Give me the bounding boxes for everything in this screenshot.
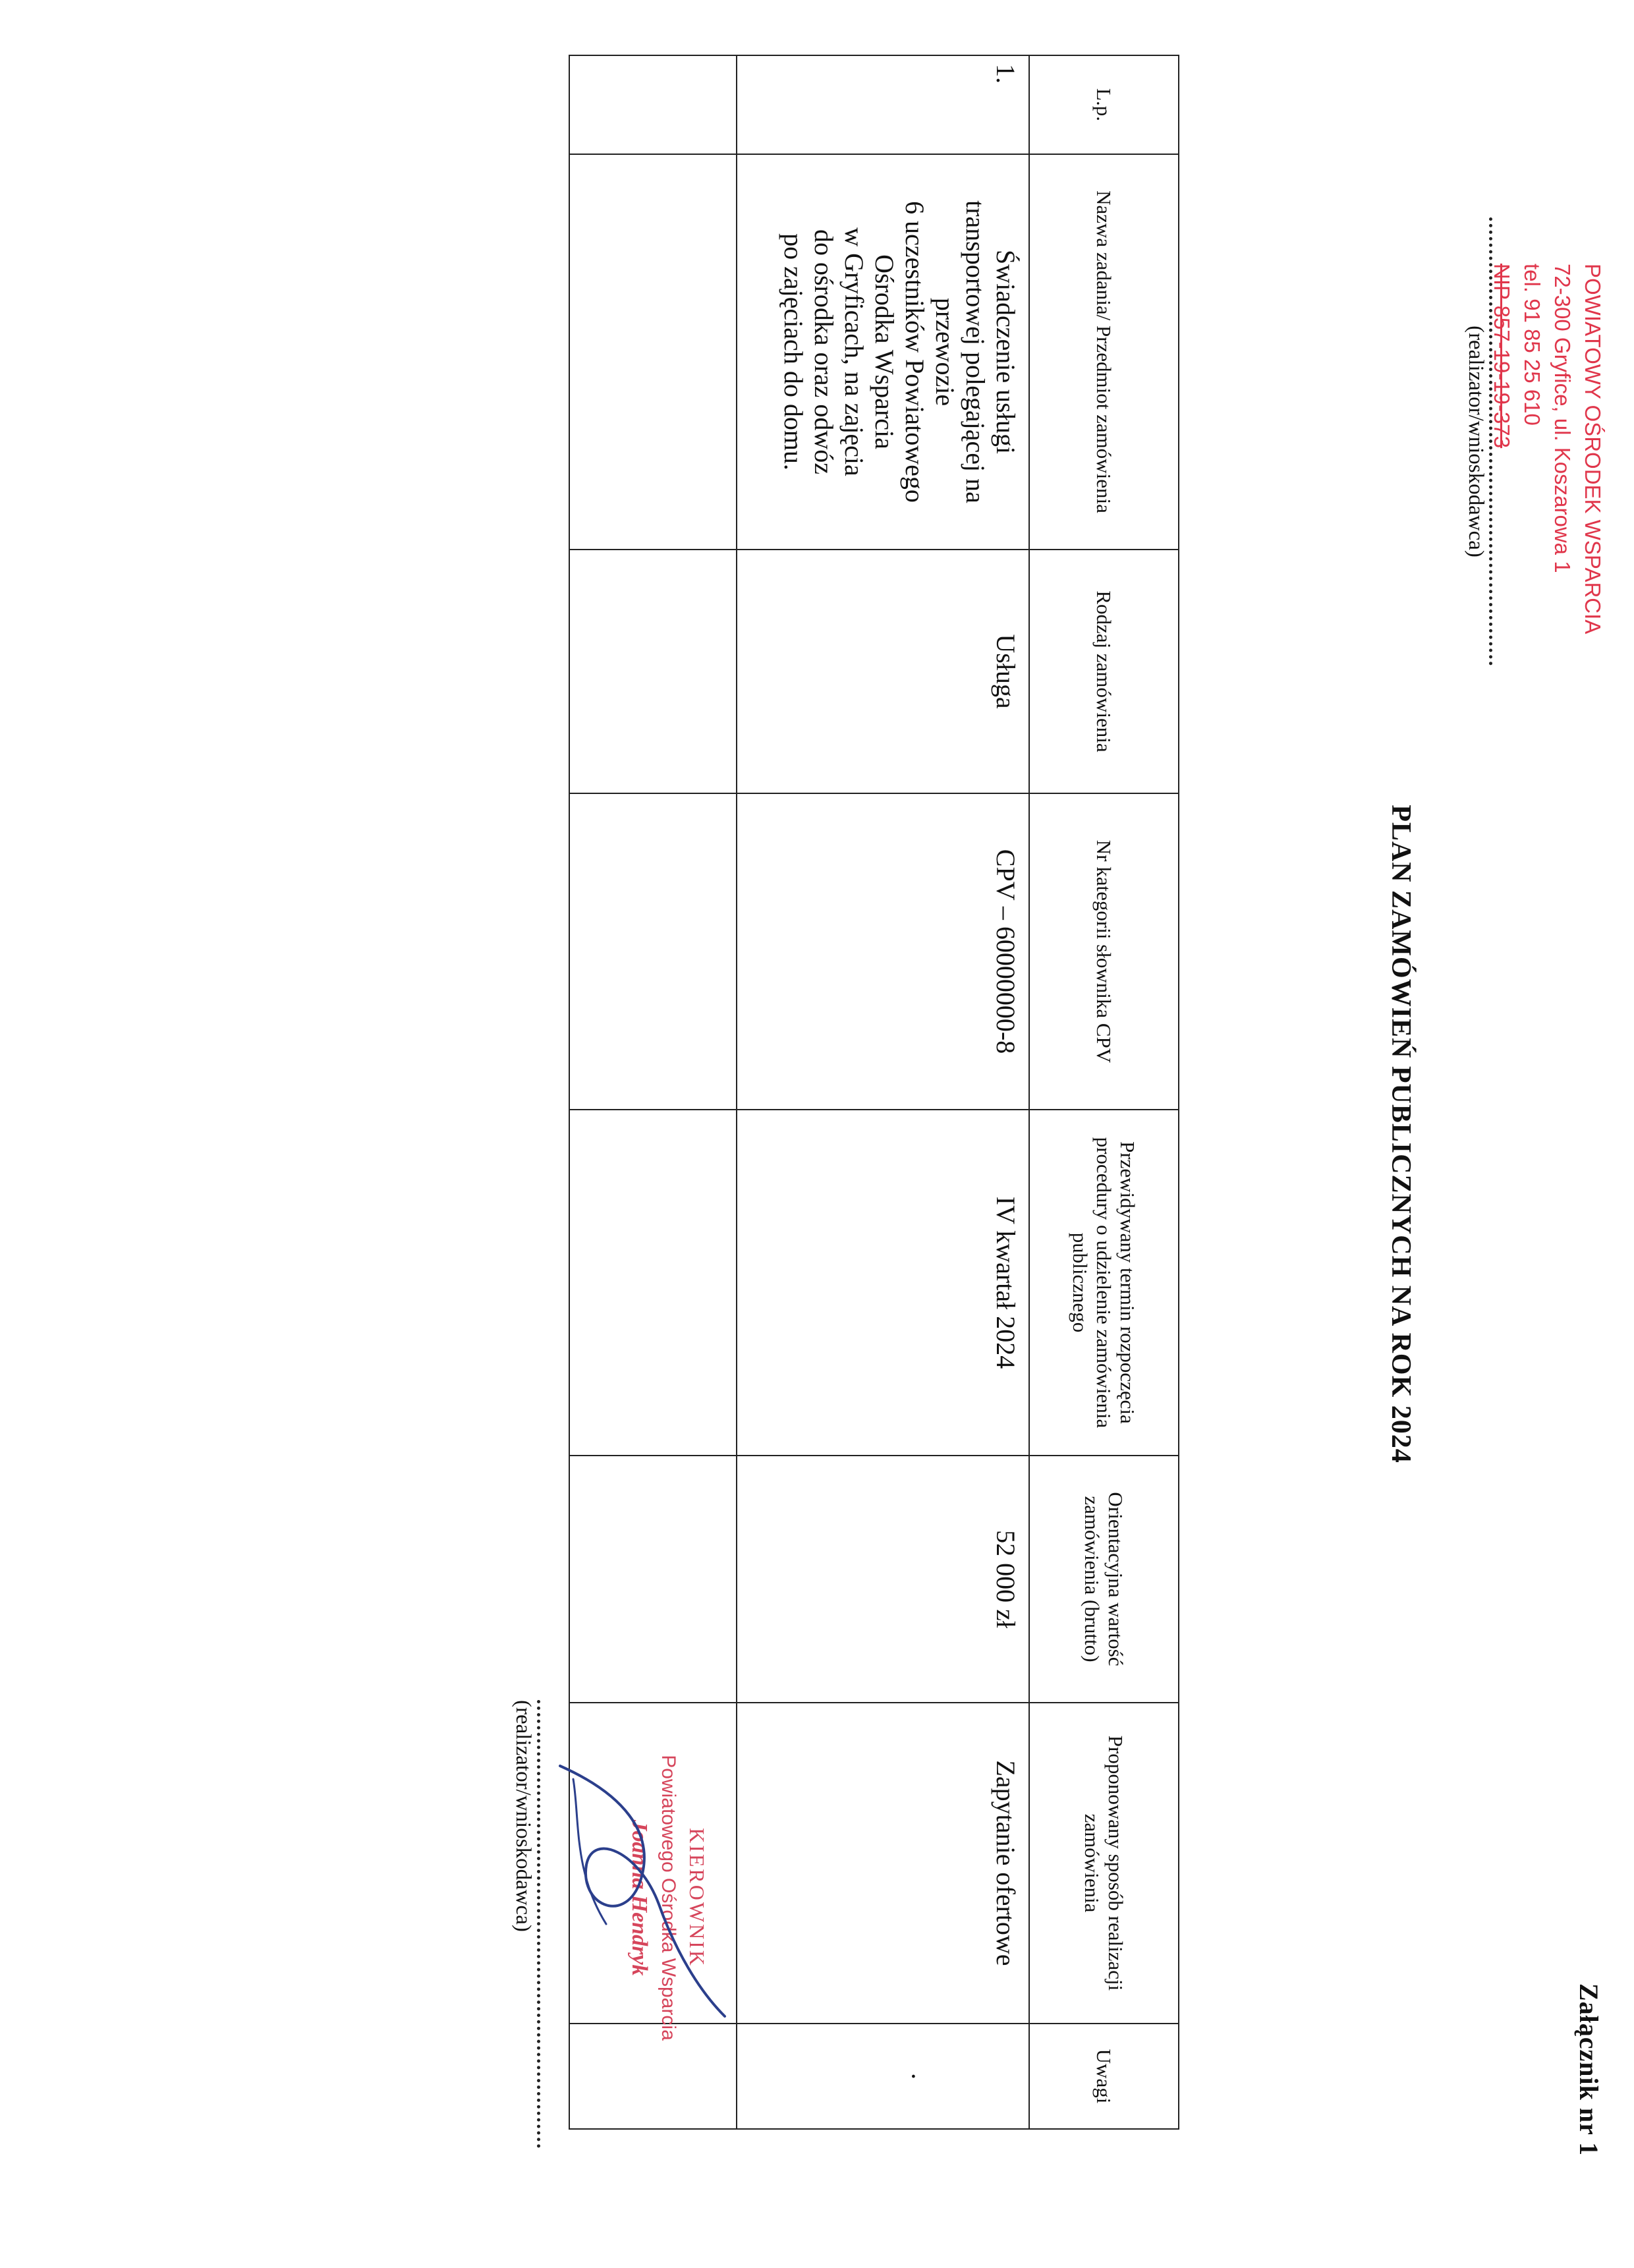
stamp-line-name: POWIATOWY OŚRODEK WSPARCIA	[1581, 264, 1605, 635]
cell-task-name	[737, 154, 1029, 550]
caption-bottom: (realizator/wnioskodawca)	[511, 1700, 535, 1932]
task-line: 6 uczestników Powiatowego	[900, 201, 930, 503]
stamp-manager-title: KIEROWNIK	[685, 1828, 709, 1968]
cell-notes	[737, 2024, 1029, 2129]
task-line: transportowej polegającej na	[961, 200, 990, 503]
attachment-label: Załącznik nr 1	[1574, 1983, 1604, 2157]
empty-cell	[569, 1110, 737, 1456]
header-method: Proponowany sposób realizacji zamówienia	[1029, 1703, 1179, 2024]
task-line: Ośrodka Wsparcia	[870, 254, 899, 449]
header-cpv: Nr kategorii słownika CPV	[1029, 793, 1179, 1110]
stamp-manager-name: Joanna Hendryk	[627, 1819, 652, 1976]
caption-top: (realizator/wnioskodawca)	[1464, 326, 1488, 557]
task-line: przewozie	[930, 297, 960, 407]
empty-cell	[569, 1456, 737, 1703]
task-line: po zajęciach do domu.	[779, 233, 808, 470]
stamp-line-phone: tel. 91 85 25 610	[1520, 264, 1544, 426]
cell-term: IV kwartał 2024	[737, 1110, 1029, 1456]
cell-order-type: Usługa	[737, 550, 1029, 793]
empty-cell	[569, 793, 737, 1110]
empty-cell	[569, 154, 737, 550]
empty-cell	[569, 550, 737, 793]
header-order-type: Rodzaj zamówienia	[1029, 550, 1179, 793]
dotted-line-bottom	[537, 1700, 540, 2148]
empty-cell	[569, 55, 737, 154]
task-line: w Gryficach, na zajęcia	[839, 227, 869, 476]
task-line: Świadczenie usługi	[991, 250, 1021, 454]
document-title: PLAN ZAMÓWIEŃ PUBLICZNYCH NA ROK 2024	[1386, 805, 1416, 1463]
dotted-line-top	[1489, 217, 1492, 666]
header-task-name: Nazwa zadania/ Przedmiot zamówienia	[1029, 154, 1179, 550]
header-notes: Uwagi	[1029, 2024, 1179, 2129]
table-header-row	[1029, 55, 1179, 2129]
notes-mark: ·	[899, 2072, 928, 2081]
stamp-line-address: 72-300 Gryfice, ul. Koszarowa 1	[1550, 264, 1575, 573]
header-term: Przewidywany termin rozpoczęcia procedury o udzielenie zamówienia publicznego	[1029, 1110, 1179, 1456]
cell-lp: 1.	[737, 55, 1029, 154]
task-line: do ośrodka oraz odwóz	[809, 229, 839, 475]
table-row	[737, 55, 1029, 2129]
header-lp: L.p.	[1029, 55, 1179, 154]
cell-value: 52 000 zł	[737, 1456, 1029, 1703]
cell-cpv: CPV – 60000000-8	[737, 793, 1029, 1110]
cell-method: Zapytanie ofertowe	[737, 1703, 1029, 2024]
handwritten-signature	[540, 1753, 738, 2029]
stamp-manager-org: Powiatowego Ośrodka Wsparcia	[658, 1755, 679, 2041]
stamp-line-nip: NIP 857-19-19-373	[1490, 264, 1514, 449]
institution-stamp	[1486, 264, 1608, 635]
header-value: Orientacyjna wartość zamówienia (brutto)	[1029, 1456, 1179, 1703]
